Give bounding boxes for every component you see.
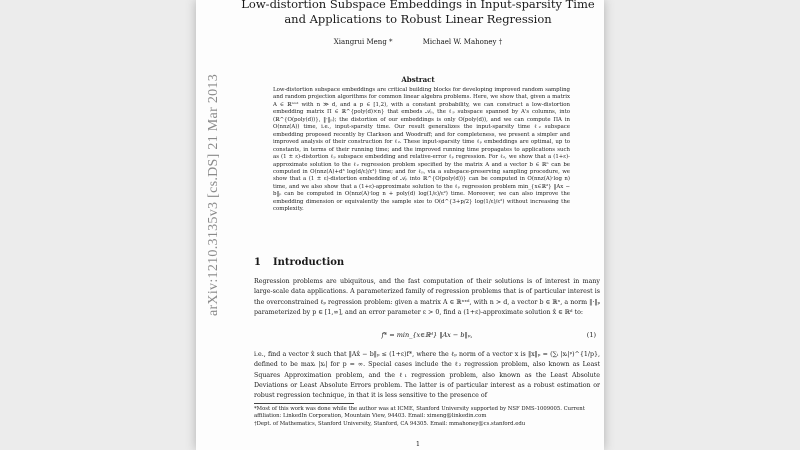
equation-1 bbox=[254, 331, 600, 345]
footnotes bbox=[254, 406, 600, 428]
paper-title bbox=[232, 0, 604, 27]
title-line-2: and Applications to Robust Linear Regression bbox=[284, 12, 552, 26]
title-line-1: Low-distortion Subspace Embeddings in Input-sparsity Time bbox=[241, 0, 595, 11]
page-number: 1 bbox=[415, 440, 421, 448]
equation-expression: f* = min_{x∈ℝᵈ} ‖Ax − b‖ₚ, bbox=[381, 331, 473, 339]
section-heading bbox=[254, 257, 344, 268]
author-2: Michael W. Mahoney † bbox=[422, 38, 503, 46]
authors bbox=[232, 38, 604, 46]
footnote-rule bbox=[254, 403, 354, 404]
footnote-2: †Dept. of Mathematics, Stanford University, Stanford, CA 94305. Email: mmahoney@cs.stanford.edu bbox=[254, 420, 526, 427]
intro-paragraph-1: Regression problems are ubiquitous, and the fast computation of their solutions is of interest in many large-scale data applications. A parameterized family of regression problems that is of particular interest is the overconstrained ℓₚ regression problem: given a matrix A ∈ ℝⁿˣᵈ, with n > d, a vector b ∈ ℝⁿ, a norm ‖·‖ₚ parameterized by p ∈ [1,∞], and an error parameter ε > 0, find a (1+ε)-approximate solution x̂ ∈ ℝᵈ to: bbox=[254, 278, 600, 316]
abstract-heading: Abstract bbox=[401, 75, 435, 84]
section-number: 1 bbox=[254, 257, 261, 268]
arxiv-stamp bbox=[200, 60, 228, 330]
arxiv-id: arXiv:1210.3135v3 [cs.DS] 21 Mar 2013 bbox=[206, 73, 222, 317]
abstract-text: Low-distortion subspace embeddings are critical building blocks for developing improved random sampling and random projection algorithms for common linear algebra problems. Here, we show that, given a matrix A ∈ ℝⁿˣᵈ with n ≫ d, and a p ∈ [1,2), with a constant probability, we can construct a low-distortion embedding matrix Π ∈ ℝ^{poly(d)×n} that embeds 𝒜ₚ, the ℓₚ subspace spanned by A's columns, into (ℝ^{O(poly(d))}, ‖·‖ₚ); the distortion of our embeddings is only O(poly(d)), and we can compute ΠA in O(nnz(A)) time, i.e., input-sparsity time. Our result generalizes the input-sparsity time ℓ₂ subspace embedding proposed recently by Clarkson and Woodruff; and for completeness, we present a simpler and improved analysis of their construction for ℓ₂. These input-sparsity time ℓₚ embeddings are optimal, up to constants, in terms of their running time; and the improved running time propagates to applications such as (1 ± ε)-distortion ℓₚ subspace embedding and relative-error ℓₚ regression. For ℓ₂, we show that a (1+ε)-approximate solution to the ℓ₂ regression problem specified by the matrix A and a vector b ∈ ℝⁿ can be computed in O(nnz(A)+d³ log(d/ε)/ε²) time; and for ℓₚ, via a subspace-preserving sampling procedure, we show that a (1 ± ε)-distortion embedding of 𝒜ₚ into ℝ^{O(poly(d))} can be computed in O(nnz(A)·log n) time, and we also show that a (1+ε)-approximate solution to the ℓₚ regression problem min_{x∈ℝᵈ} ‖Ax − b‖ₚ can be computed in O(nnz(A)·log n + poly(d) log(1/ε)/ε²) time. Moreover, we can also improve the embedding dimension or equivalently the sample size to O(d^{3+p/2} log(1/ε)/ε²) without increasing the complexity. bbox=[273, 87, 570, 213]
author-1: Xiangrui Meng * bbox=[333, 38, 393, 46]
equation-number: (1) bbox=[586, 331, 596, 339]
footnote-1: *Most of this work was done while the author was at ICME, Stanford University supported by NSF DMS-1009005. Current affiliation: LinkedIn Corporation, Mountain View, 94403. Email: ximeng@linkedin.com bbox=[254, 406, 585, 420]
section-title: Introduction bbox=[272, 257, 345, 268]
intro-paragraph-2: i.e., find a vector x̂ such that ‖Ax̂ − b‖ₚ ≤ (1+ε)f*, where the ℓₚ norm of a vector x is ‖x‖ₚ = (∑ᵢ |xᵢ|ᵖ)^{1/p}, defined to be maxᵢ |xᵢ| for p = ∞. Special cases include the ℓ₂ regression problem, also known as Least Squares Approximation problem, and the ℓ₁ regression problem, also known as the Least Absolute Deviations or Least Absolute Errors problem. The latter is of particular interest as a robust estimation or robust regression technique, in that it is less sensitive to the presence of bbox=[254, 351, 600, 400]
